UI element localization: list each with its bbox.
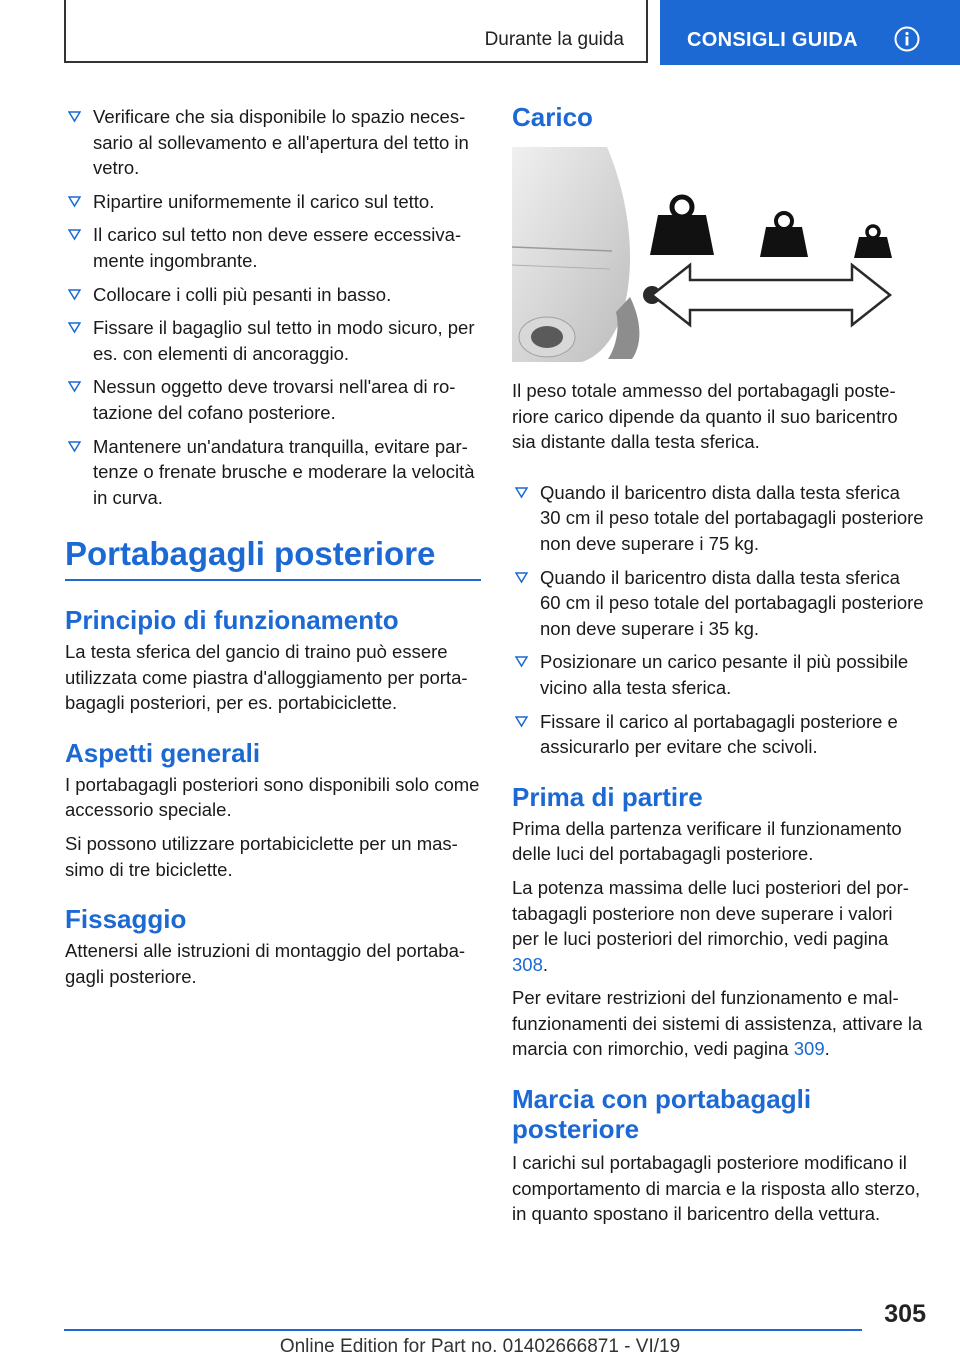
triangle-bullet-icon: [68, 321, 81, 334]
paragraph-prima-3: Per evitare restrizioni del funzionamento e malfunzionamenti dei sistemi di assistenza, attivare la marcia con rimorchio, vedi pagina 309.: [512, 987, 923, 1060]
paragraph-aspetti-1: I portabagagli posteriori sono disponibili solo come accessorio speciale.: [65, 773, 480, 821]
footer-edition: Online Edition for Part no. 01402666871 - VI/19: [279, 1336, 681, 1357]
page-title: Portabagagli posteriore: [65, 535, 436, 572]
paragraph-principio: La testa sferica del gancio di traino può essere utilizzata come piastra d'alloggiamento per portabagagli posteriori, per es. portabiciclette.: [65, 641, 468, 714]
triangle-bullet-icon: [68, 110, 81, 123]
page-link-309[interactable]: 309: [793, 1038, 825, 1060]
triangle-bullet-icon: [68, 228, 81, 241]
page-number: 305: [884, 1300, 926, 1328]
header-section-title: Durante la guida: [484, 29, 624, 50]
heading-marcia: Marcia con portabagagli posteriore: [512, 1084, 812, 1145]
triangle-bullet-icon: [515, 715, 528, 728]
header-chapter-tab[interactable]: [660, 0, 960, 65]
heading-prima-di-partire: Prima di partire: [512, 781, 703, 812]
triangle-bullet-icon: [515, 486, 528, 499]
list-item: Ripartire uniformemente il carico sul tetto.: [65, 189, 481, 215]
paragraph-fissaggio: Attenersi alle istruzioni di montaggio del portabagagli posteriore.: [65, 940, 466, 987]
carico-list: [512, 480, 924, 760]
weight-medium-icon: [760, 213, 808, 257]
list-item: Verificare che sia disponibile lo spazio necessario al sollevamento e all'apertura del tetto in vetro.: [65, 104, 481, 181]
header-chapter-label: CONSIGLI GUIDA: [687, 29, 858, 51]
heading-carico: Carico: [512, 102, 593, 132]
paragraph-prima-2: La potenza massima delle luci posteriori del portabagagli posteriore non deve superare i valori per le luci posteriori del rimorchio, vedi pagina 308.: [512, 876, 909, 975]
triangle-bullet-icon: [515, 655, 528, 668]
roof-load-list: [65, 104, 481, 510]
rear-carrier-section: [65, 534, 481, 989]
heading-aspetti: Aspetti generali: [65, 737, 261, 768]
right-column-content: [512, 378, 924, 1227]
heading-fissaggio: Fissaggio: [65, 904, 187, 935]
info-icon[interactable]: [894, 26, 920, 52]
triangle-bullet-icon: [68, 288, 81, 301]
list-item: Nessun oggetto deve trovarsi nell'area di rotazione del cofano posteriore.: [65, 374, 481, 425]
carico-heading-block: [512, 102, 924, 132]
list-item: Fissare il bagaglio sul tetto in modo sicuro, per es. con elementi di ancoraggio.: [65, 315, 481, 366]
triangle-bullet-icon: [68, 195, 81, 208]
weight-small-icon: [854, 226, 892, 258]
list-item: Mantenere un'andatura tranquilla, evitare partenze o frenate brusche e moderare la velocità in curva.: [65, 434, 481, 511]
paragraph-prima-1: Prima della partenza verificare il funzionamento delle luci del portabagagli posteriore.: [512, 817, 902, 865]
paragraph-aspetti-2: Si possono utilizzare portabiciclette per un massimo di tre biciclette.: [65, 832, 458, 880]
header-section-box: [64, 0, 648, 63]
list-item: Quando il baricentro dista dalla testa sferica 30 cm il peso totale del portabagagli posteriore non deve superare i 75 kg.: [512, 480, 924, 557]
load-distribution-illustration: [512, 147, 922, 362]
paragraph-carico: Il peso totale ammesso del portabagagli posteriore carico dipende da quanto il suo baricentro sia distante dalla testa sferica.: [512, 380, 898, 453]
page-link-308[interactable]: 308: [512, 953, 543, 975]
list-item: Posizionare un carico pesante il più possibile vicino alla testa sferica.: [512, 649, 924, 700]
heading-principio: Principio di funzionamento: [65, 605, 399, 635]
list-item: Il carico sul tetto non deve essere eccessivamente ingombrante.: [65, 222, 481, 273]
footer-rule: [64, 1329, 862, 1331]
paragraph-marcia: I carichi sul portabagagli posteriore modificano il comportamento di marcia e la risposta allo sterzo, in quanto spostano il baricentro della vettura.: [512, 1152, 921, 1225]
triangle-bullet-icon: [68, 380, 81, 393]
left-column: [65, 104, 481, 518]
triangle-bullet-icon: [68, 440, 81, 453]
triangle-bullet-icon: [515, 571, 528, 584]
list-item: Fissare il carico al portabagagli posteriore e assicurarlo per evitare che scivoli.: [512, 709, 924, 760]
title-rule: [65, 579, 481, 581]
list-item: Collocare i colli più pesanti in basso.: [65, 282, 481, 308]
weight-large-icon: [650, 197, 714, 255]
list-item: Quando il baricentro dista dalla testa sferica 60 cm il peso totale del portabagagli posteriore non deve superare i 35 kg.: [512, 565, 924, 642]
